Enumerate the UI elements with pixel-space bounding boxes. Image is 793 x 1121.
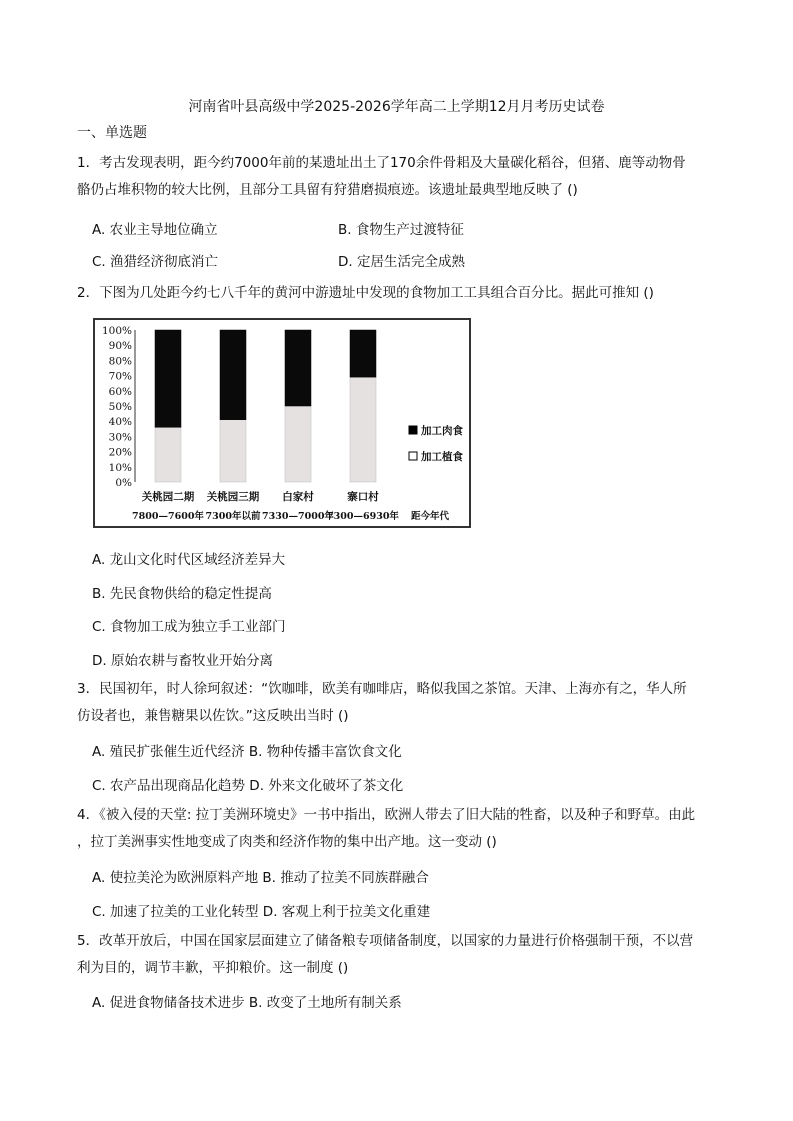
x-date-label: 7300—6930年 [327,511,399,522]
y-tick-label: 0% [115,477,132,489]
question-text: 3．民国初年，时人徐珂叙述：“饮咖啡，欧美有咖啡店，略似我国之茶馆。天津、上海亦有之，华人所 [77,681,687,697]
x-category-label: 寨口村 [347,491,379,503]
y-tick-label: 80% [108,355,132,368]
bar-segment-plant [350,377,376,482]
y-tick-label: 20% [108,446,132,459]
question-2 [77,280,654,307]
y-tick-label: 30% [108,431,132,444]
y-tick-label: 70% [108,370,132,383]
option-a: A. 农业主导地位确立 [92,222,218,238]
legend-label: 加工肉食 [421,425,463,437]
x-date-label: 7300年以前 [205,511,261,522]
bar-segment-meat [155,330,181,427]
option-d: D. 定居生活完全成熟 [338,254,465,270]
question-text: 骼仍占堆积物的较大比例，且部分工具留有狩猎磨损痕迹。该遗址最典型地反映了 () [77,182,578,198]
legend-label: 加工植食 [421,451,463,463]
bar-segment-plant [155,427,181,482]
question-text: 5．改革开放后，中国在国家层面建立了储备粮专项储备制度，以国家的力量进行价格强制干预，不以营 [77,933,694,949]
x-date-label: 7800—7600年 [132,511,204,522]
option-b: B. 食物生产过渡特征 [338,222,464,238]
x-category-label: 白家村 [282,491,314,503]
bar-segment-meat [350,330,376,377]
option-ab: A. 使拉美沦为欧洲原料产地 B. 推动了拉美不同族群融合 [92,870,429,886]
legend-swatch [409,452,417,460]
bar-segment-meat [285,330,311,406]
y-tick-label: 100% [101,325,132,337]
y-tick-label: 90% [108,340,132,353]
bar-segment-plant [220,420,246,482]
bar-segment-meat [220,330,246,420]
x-category-label: 关桃园三期 [206,491,260,503]
question-text: ，拉丁美洲事实性地变成了肉类和经济作物的集中出产地。这一变动 () [77,834,497,850]
option-a: A. 龙山文化时代区域经济差异大 [92,552,286,568]
page-title: 河南省叶县高级中学2025-2026学年高二上学期12月月考历史试卷 [188,99,605,115]
y-tick-label: 60% [108,385,132,398]
question-text: 2．下图为几处距今约七八千年的黄河中游遗址中发现的食物加工工具组合百分比。据此可推知 () [77,285,654,301]
chart-frame [93,318,471,528]
option-cd: C. 农产品出现商品化趋势 D. 外来文化破坏了茶文化 [92,778,404,794]
question-text: 仿设者也，兼售糖果以佐饮。”这反映出当时 () [77,708,349,724]
y-tick-label: 40% [108,416,132,429]
y-tick-label: 50% [108,401,132,413]
option-cd: C. 加速了拉美的工业化转型 D. 客观上利于拉美文化重建 [92,904,431,920]
section-heading: 一、单选题 [77,125,147,141]
option-c: C. 食物加工成为独立手工业部门 [92,619,286,635]
question-text: 4．《被入侵的天堂: 拉丁美洲环境史》一书中指出，欧洲人带去了旧大陆的牲畜，以及种子和野草。由此 [77,807,696,823]
x-category-label: 关桃园二期 [141,491,195,503]
option-d: D. 原始农耕与畜牧业开始分离 [92,653,273,669]
option-ab: A. 促进食物储备技术进步 B. 改变了土地所有制关系 [92,995,402,1011]
question-1 [77,150,686,204]
question-4 [77,802,695,856]
question-5 [77,928,693,982]
option-c: C. 渔猎经济彻底消亡 [92,254,219,270]
bar-segment-plant [285,406,311,482]
question-3 [77,676,687,730]
option-b: B. 先民食物供给的稳定性提高 [92,586,272,602]
question-text: 1．考古发现表明，距今约7000年前的某遗址出土了170余件骨耜及大量碳化稻谷，但猪、鹿等动物骨 [77,155,686,171]
y-tick-label: 10% [108,461,132,474]
x-axis-suffix: 距今年代 [410,511,450,522]
x-date-label: 7330—7000年 [262,511,334,522]
legend-swatch [409,426,417,434]
stacked-bar-chart [95,320,469,526]
option-ab: A. 殖民扩张催生近代经济 B. 物种传播丰富饮食文化 [92,744,402,760]
question-text: 利为目的，调节丰歉，平抑粮价。这一制度 () [77,960,349,976]
